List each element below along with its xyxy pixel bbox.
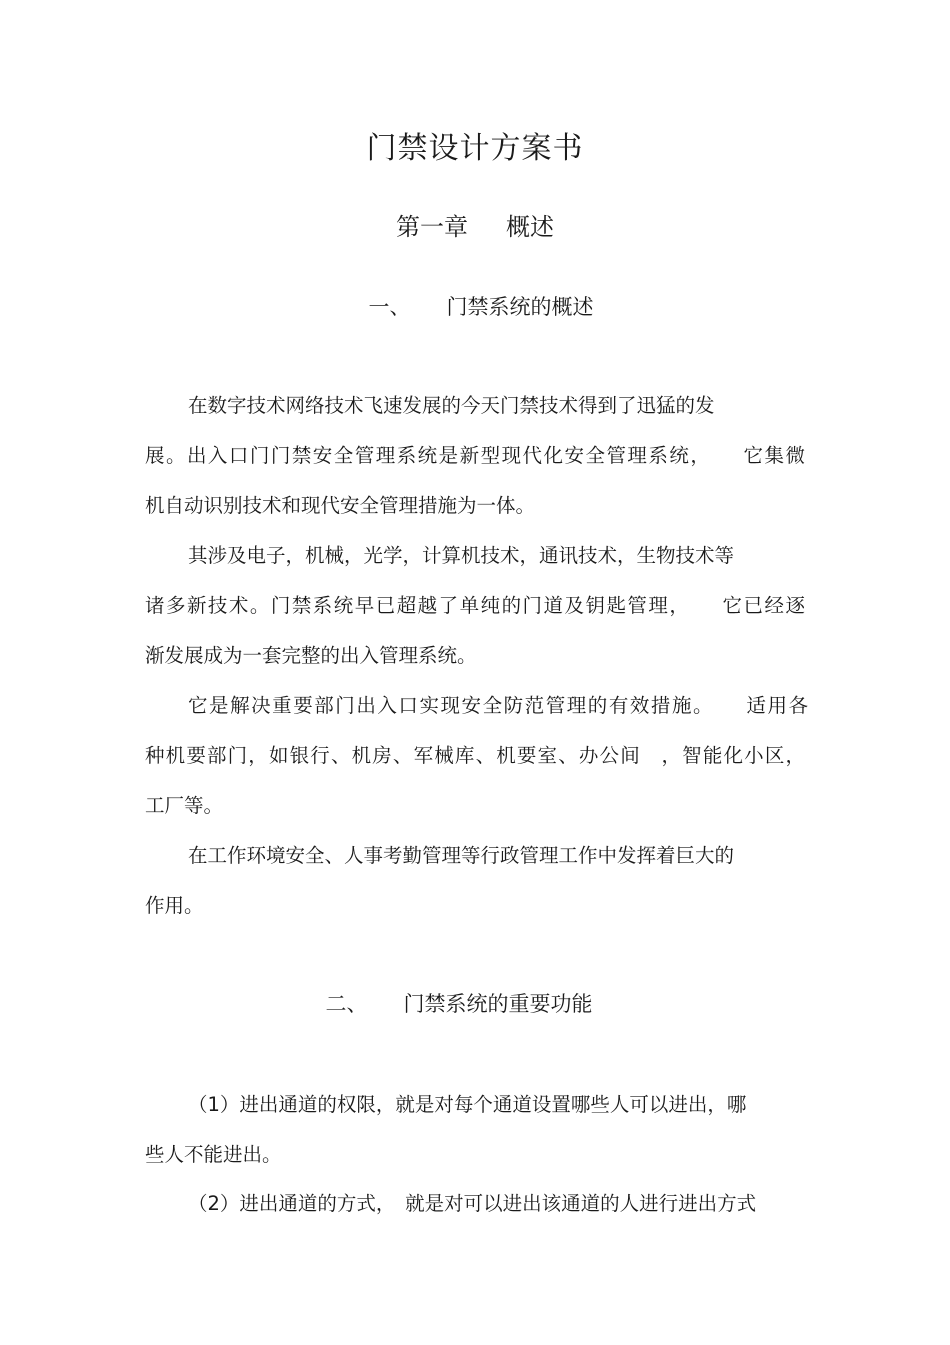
- paragraph-line: 在工作环境安全、人事考勤管理等行政管理工作中发挥着巨大的: [188, 844, 735, 867]
- paragraph-line: 作用。: [145, 894, 204, 917]
- paragraph-line: 在数字技术网络技术飞速发展的今天门禁技术得到了迅猛的发: [188, 394, 715, 417]
- paragraph-line: 渐发展成为一套完整的出入管理系统。: [145, 644, 477, 667]
- chapter-number: 第一章: [396, 213, 468, 241]
- section-title: 门禁系统的概述: [446, 295, 594, 319]
- list-item-line: 些人不能进出。: [145, 1143, 282, 1166]
- chapter-name: 概述: [506, 213, 554, 241]
- section-number: 一、: [368, 295, 411, 319]
- list-item-line: （1）进出通道的权限，就是对每个通道设置哪些人可以进出，哪: [188, 1093, 747, 1116]
- section-number: 二、: [325, 992, 368, 1016]
- list-item-line: （2）进出通道的方式， 就是对可以进出该通道的人进行进出方式: [188, 1192, 757, 1215]
- chapter-heading: [0, 207, 950, 242]
- paragraph-line: 诸多新技术。门禁系统早已超越了单纯的门道及钥匙管理， 它已经逐: [145, 594, 805, 617]
- paragraph-line: 机自动识别技术和现代安全管理措施为一体。: [145, 494, 536, 517]
- section-title: 门禁系统的重要功能: [403, 992, 593, 1016]
- document-title: 门禁设计方案书: [366, 131, 584, 166]
- section-heading-1: [6, 291, 950, 321]
- paragraph-line: 其涉及电子，机械，光学，计算机技术，通讯技术，生物技术等: [188, 544, 735, 567]
- paragraph-line: 展。出入口门门禁安全管理系统是新型现代化安全管理系统， 它集微: [145, 444, 805, 467]
- paragraph-line: 它是解决重要部门出入口实现安全防范管理的有效措施。 适用各: [188, 694, 808, 717]
- paragraph-line: 种机要部门，如银行、机房、军械库、机要室、办公间 ，智能化小区，: [145, 744, 805, 767]
- section-heading-2: [0, 988, 934, 1018]
- paragraph-line: 工厂等。: [145, 794, 224, 817]
